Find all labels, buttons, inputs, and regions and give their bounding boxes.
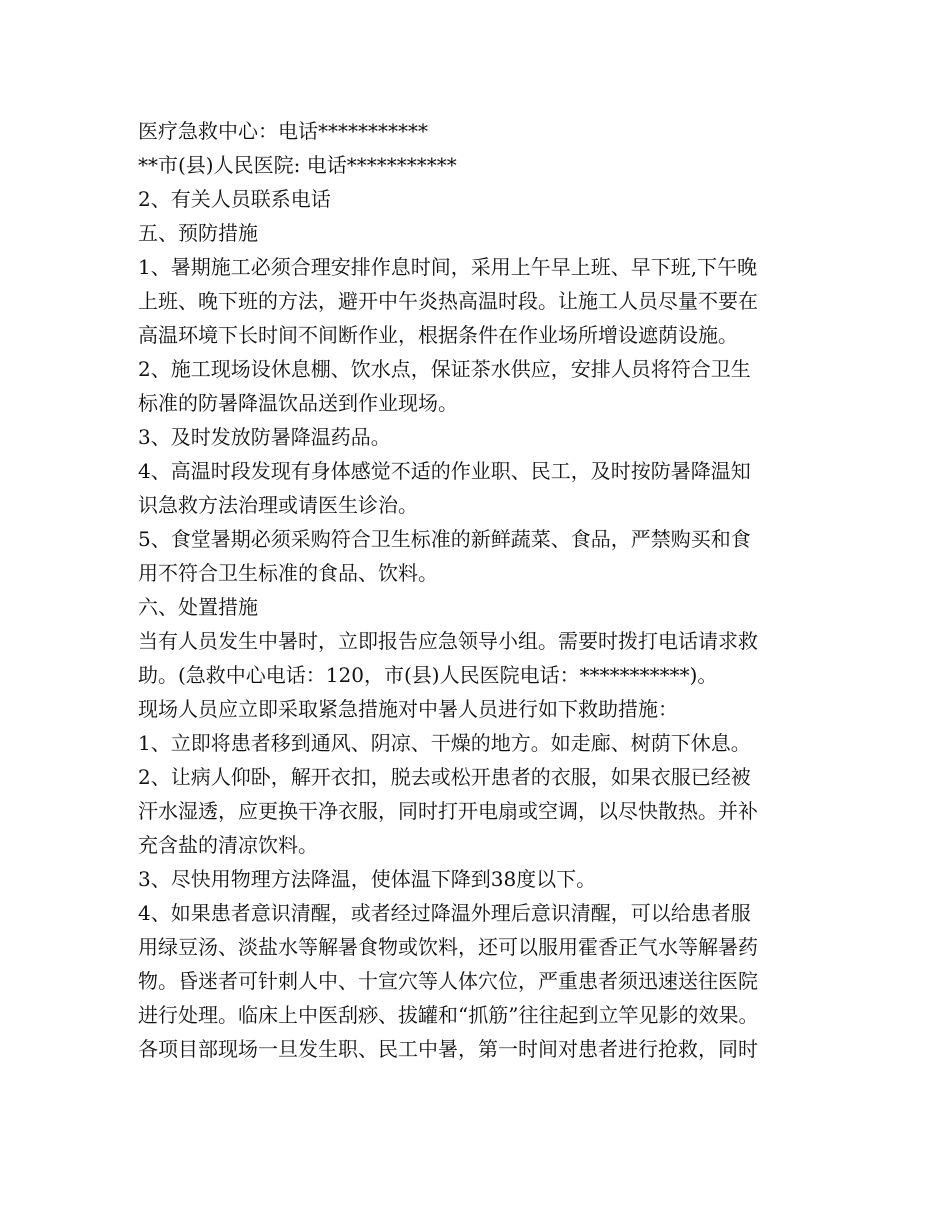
text-line: 4、如果患者意识清醒，或者经过降温外理后意识清醒，可以给患者服 <box>138 901 751 925</box>
section-heading-prevention: 五、预防措施 <box>138 221 258 245</box>
text-line: 2、施工现场设休息棚、饮水点，保证茶水供应，安排人员将符合卫生 <box>138 357 751 381</box>
text-line: 现场人员应立即采取紧急措施对中暑人员进行如下救助措施： <box>138 697 678 721</box>
text-line: 3、及时发放防暑降温药品。 <box>138 425 391 449</box>
text-line: 助。(急救中心电话：120，市(县)人民医院电话：***********)。 <box>138 663 718 687</box>
text-line: 汗水湿透，应更换干净衣服，同时打开电扇或空调，以尽快散热。并补 <box>138 799 758 823</box>
text-line: 当有人员发生中暑时，立即报告应急领导小组。需要时拨打电话请求救 <box>138 629 758 653</box>
text-line: 各项目部现场一旦发生职、民工中暑，第一时间对患者进行抢救，同时 <box>138 1037 758 1061</box>
text-line: 高温环境下长时间不间断作业，根据条件在作业场所增设遮荫设施。 <box>138 323 738 347</box>
text-line: 用绿豆汤、淡盐水等解暑食物或饮料，还可以服用霍香正气水等解暑药 <box>138 935 758 959</box>
text-line-hospital-phone: **市(县)人民医院: 电话*********** <box>138 153 457 177</box>
text-line: 3、尽快用物理方法降温，使体温下降到38度以下。 <box>138 867 597 891</box>
document-body <box>138 114 838 1066</box>
text-line: 进行处理。临床上中医刮痧、拔罐和“抓筋”往往起到立竿见影的效果。 <box>138 1003 759 1027</box>
text-line: 2、让病人仰卧，解开衣扣，脱去或松开患者的衣服，如果衣服已经被 <box>138 765 751 789</box>
text-line-contacts: 2、有关人员联系电话 <box>138 187 331 211</box>
text-line: 1、立即将患者移到通风、阴凉、干燥的地方。如走廊、树荫下休息。 <box>138 731 751 755</box>
text-line: 标准的防暑降温饮品送到作业现场。 <box>138 391 458 415</box>
text-line: 上班、晚下班的方法，避开中午炎热高温时段。让施工人员尽量不要在 <box>138 289 758 313</box>
text-line-emergency-center: 医疗急救中心：电话*********** <box>138 119 428 143</box>
section-heading-response: 六、处置措施 <box>138 595 258 619</box>
text-line: 用不符合卫生标准的食品、饮料。 <box>138 561 438 585</box>
text-line: 5、食堂暑期必须采购符合卫生标准的新鲜蔬菜、食品，严禁购买和食 <box>138 527 751 551</box>
text-line: 4、高温时段发现有身体感觉不适的作业职、民工，及时按防暑降温知 <box>138 459 751 483</box>
text-line: 识急救方法治理或请医生诊治。 <box>138 493 418 517</box>
text-line: 1、暑期施工必须合理安排作息时间，采用上午早上班、早下班,下午晚 <box>138 255 758 279</box>
text-line: 物。昏迷者可针刺人中、十宣穴等人体穴位，严重患者须迅速送往医院 <box>138 969 758 993</box>
text-line: 充含盐的清凉饮料。 <box>138 833 318 857</box>
